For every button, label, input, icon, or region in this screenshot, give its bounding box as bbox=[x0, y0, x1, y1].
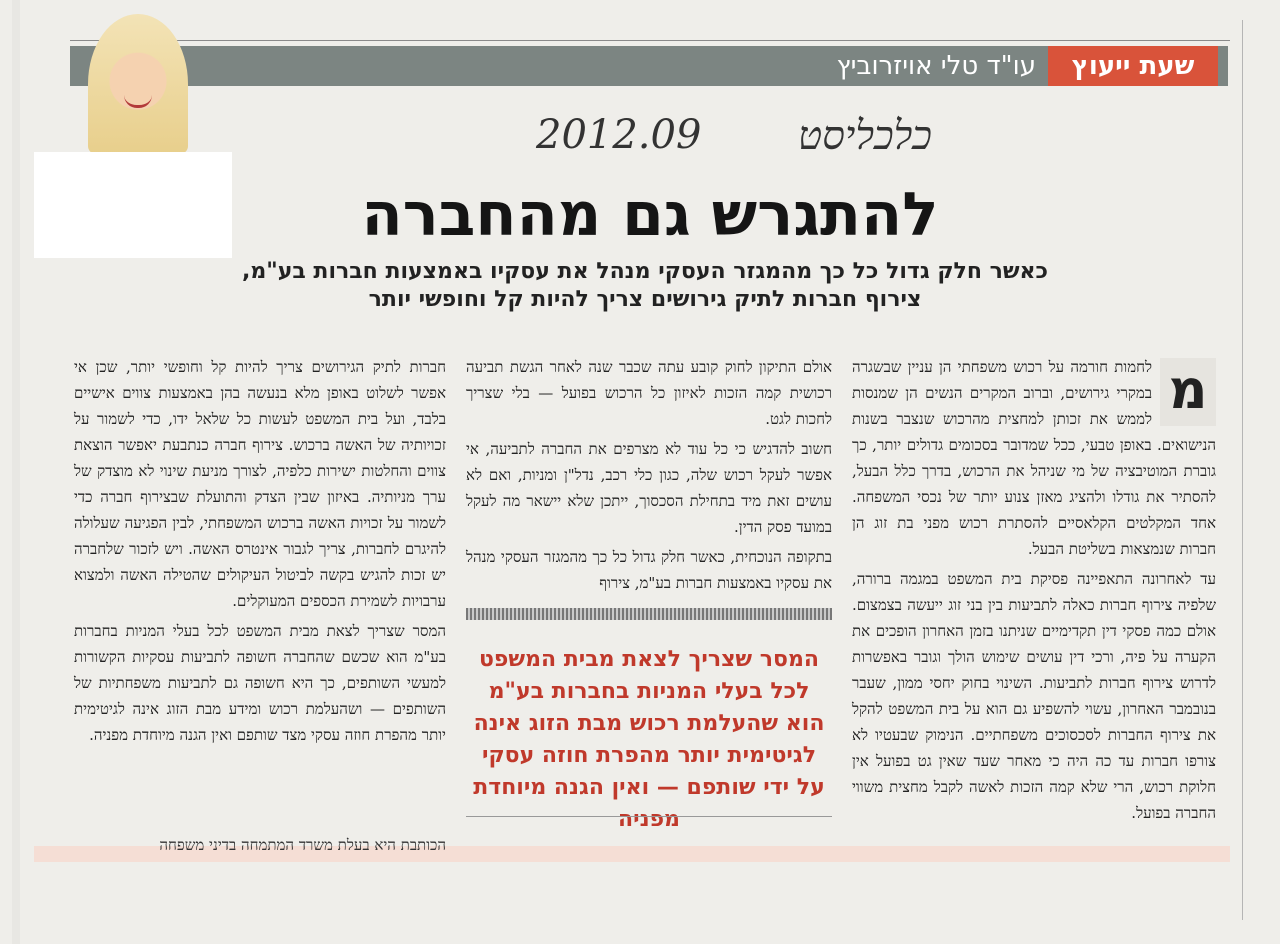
author-footer-note: הכותבת היא בעלת משרד המתמחה בדיני משפחה bbox=[159, 836, 446, 854]
handwritten-date: 2012.09 bbox=[536, 112, 702, 158]
pullquote-divider bbox=[466, 608, 832, 620]
handwritten-note bbox=[520, 110, 932, 160]
paragraph: חשוב להדגיש כי כל עוד לא מצרפים את החברה לתביעה, אי אפשר לעקל רכוש שלה, כגון כלי רכב, נדל"ן ומניות, ואם לא עושים זאת מיד בתחילת הסכסוך, ייתכן שלא יישאר מה לעקל במועד פסק הדין. bbox=[466, 440, 832, 536]
drop-cap: מ bbox=[1160, 358, 1216, 426]
paragraph: המסר שצריך לצאת מבית המשפט לכל בעלי המניות בחברות בע"מ הוא שכשם שהחברה חשופה לתביעות עסקיות הקשורות למעשי השותפים, כך היא חשופה גם לתביעות משפחתיות של השותפים — ושהעלמת רכוש ומידע מבת הזוג אינה לגיטימית יותר מהפרת חוזה עסקי מצד שותפם ואין הגנה מיוחדת מפניה. bbox=[74, 622, 446, 744]
author-photo bbox=[88, 14, 188, 154]
redacted-area bbox=[34, 152, 232, 258]
column-tag: שעת ייעוץ bbox=[1048, 46, 1218, 86]
handwritten-source: כלכליסט bbox=[798, 113, 932, 159]
article-headline: להתגרש גם מהחברה bbox=[361, 180, 939, 250]
paragraph: עד לאחרונה התאפיינה פסיקת בית המשפט במגמה ברורה, שלפיה צירוף חברות כאלה לתביעות בין בני זוג ייעשה בצמצום. אולם כמה פסקי דין תקדימיים שניתנו בזמן האחרון הופכים את הקערה על פיה, ורכי דין עושים שימוש הולך וגובר באפשרות לדרוש צירוף חברות לתביעות. השינוי בחוק יחסי ממון, שעבר בנובמבר האחרון, עשוי להשפיע גם הוא על בית המשפט להקל את צירוף החברות לסכסוכים משפחתיים. הנימוק שבעטיו לא צורפו חברות עד כה היה כי מאחר שעד שאין גט בפועל אין חלוקת רכוש, הרי שלא קמה הזכות לאשה לקבל מחצית משווי החברה בפועל. bbox=[852, 570, 1216, 822]
article-column-left bbox=[74, 354, 446, 752]
paragraph: אולם התיקון לחוק קובע עתה שכבר שנה לאחר הגשת תביעה רכושית קמה הזכות לאיזון כל הרכוש בפועל — בלי שצריך לחכות לגט. bbox=[466, 358, 832, 428]
column-header-bar bbox=[70, 46, 1228, 86]
paragraph: חברות לתיק הגירושים צריך להיות קל וחופשי יותר, שכן אי אפשר לשלוט באופן מלא בנעשה בהן באמצעות צווים אישיים בלבד, ועל בית המשפט לעשות כל שלאל ידו, כדי לשמור על זכויותיה של האשה ברכוש. צירוף חברה כנתבעת יאפשר הוצאת צווים והחלטות ישירות כלפיה, לצורך מניעת שינוי לא מוצדק של ערך מניותיה. באיזון שבין הצדק והתועלת שבצירוף חברה כדי לשמור על זכויות האשה ברכוש המשפחתי, לבין הפגיעה שעלולה להיגרם לחברות, צריך לגבור אינטרס האשה. ויש לזכור שלחברה יש זכות להגיש בקשה לביטול העיקולים שהטילה האשה ולמצוא ערבויות לשמירת הכספים המעוקלים. bbox=[74, 358, 446, 610]
paragraph: לחמות חורמה על רכוש משפחתי הן עניין שבשגרה במקרי גירושים, וברוב המקרים הנשים הן שמנסות לממש את זכותן למחצית מהרכוש שנצבר בשנות הנישואים. באופן טבעי, ככל שמדובר בסכומים גדולים יותר, כך גוברת המוטיבציה של מי שניהל את הרכוש, בדרך כלל הבעל, להסתיר את גודלו ולהציג מאזן צנוע יותר של נכסי המשפחה. אחד המקלטים הקלאסיים להסתרת רכוש מפני בת זוג הן חברות שנמצאות בשליטת הבעל. bbox=[852, 358, 1216, 558]
pull-quote: המסר שצריך לצאת מבית המשפט לכל בעלי המניות בחברות בע"מ הוא שהעלמת רכוש מבת הזוג אינה לגיטימית יותר מהפרת חוזה עסקי על ידי שותפם — ואין הגנה מיוחדת מפניה bbox=[473, 647, 825, 832]
pullquote-bottom-rule bbox=[466, 816, 832, 817]
article-subheadline bbox=[230, 258, 1060, 314]
article-column-middle bbox=[466, 354, 832, 600]
scan-edge bbox=[12, 0, 20, 944]
paragraph: בתקופה הנוכחית, כאשר חלק גדול כל כך מהמגזר העסקי מנהל את עסקיו באמצעות חברות בע"מ, צירוף bbox=[466, 548, 832, 592]
author-name: עו"ד טלי אויזרוביץ bbox=[836, 51, 1036, 81]
top-rule bbox=[70, 40, 1230, 41]
subhead-line-2: צירוף חברות לתיק גירושים צריך להיות קל וחופשי יותר bbox=[368, 287, 922, 312]
article-column-right bbox=[852, 354, 1216, 830]
page-right-border bbox=[1242, 20, 1243, 920]
subhead-line-1: כאשר חלק גדול כל כך מהמגזר העסקי מנהל את עסקיו באמצעות חברות בע"מ, bbox=[241, 259, 1049, 284]
